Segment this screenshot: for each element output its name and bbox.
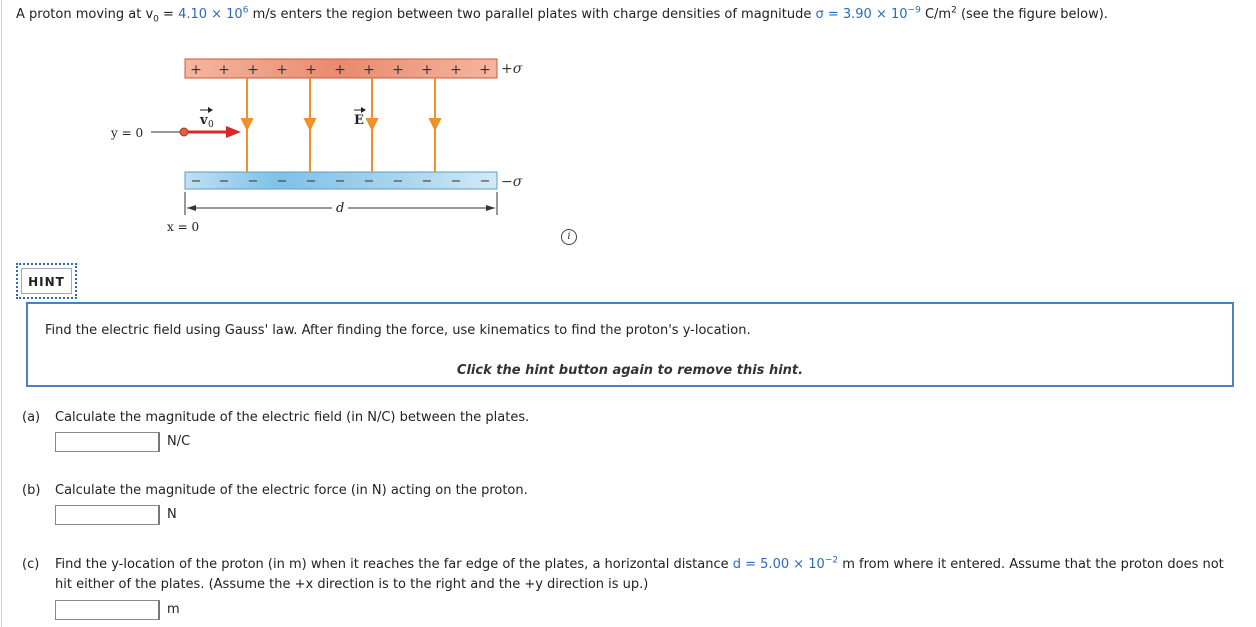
svg-text:−: − (247, 174, 259, 189)
hint-panel (26, 302, 1234, 387)
answer-b-unit: N (167, 507, 177, 522)
svg-text:−: − (305, 174, 317, 189)
given-velocity: $4.10 \times 10^6$ (178, 5, 249, 22)
given-sigma: $\sigma = 3.90 \times 10^{-9}$ (815, 5, 921, 22)
svg-text:+: + (392, 62, 404, 78)
v0-label (199, 107, 214, 130)
question-a: (a) Calculate the magnitude of the electric field (in N/C) between the plates. (22, 410, 530, 425)
hint-remove-note: Click the hint button again to remove this hint. (456, 363, 804, 378)
svg-text:−: − (276, 174, 288, 189)
svg-text:−: − (392, 174, 404, 189)
svg-text:+: + (190, 62, 202, 78)
question-c: (c) Find the y-location of the proton (in m) when it reaches the far edge of the plates, a horizontal distance $d = 5.00 \times 10^{-2}$ m from where it entered. Assume that the proton does not (22, 555, 1224, 572)
svg-text:−: − (450, 174, 462, 189)
question-c-line2: hit either of the plates. (Assume the +x direction is to the right and the +y direction is up.) (55, 577, 649, 592)
problem-statement: A proton moving at $v_0 = 4.10 \times 10^6$ m/s enters the region between two parallel plates with charge densities of magnitude $\sigma = 3.90 \times 10^{-9}$ $C/m^2$ (see the figure below). (16, 5, 1108, 25)
hint-text: Find the electric field using Gauss' law. After finding the force, use kinematics to find the proton's y-location. (45, 323, 751, 338)
answer-c-unit: m (167, 602, 180, 617)
svg-text:+: + (363, 62, 375, 78)
svg-text:−: − (190, 174, 202, 189)
parallel-plates-figure (100, 50, 540, 250)
svg-text:−: − (479, 174, 491, 189)
svg-text:+: + (218, 62, 230, 78)
E-field-label (354, 107, 366, 128)
svg-text:v: v (200, 113, 208, 128)
svg-text:−: − (334, 174, 346, 189)
svg-text:−: − (363, 174, 375, 189)
svg-text:+: + (305, 62, 317, 78)
field-lines (242, 78, 440, 172)
info-icon[interactable]: i (561, 229, 577, 245)
hint-button[interactable] (16, 263, 77, 299)
svg-text:+: + (479, 62, 491, 78)
svg-text:+: + (276, 62, 288, 78)
question-b: (b) Calculate the magnitude of the electric force (in N) acting on the proton. (22, 483, 528, 498)
svg-text:−: − (421, 174, 433, 189)
top-plate-label: +σ (501, 61, 523, 77)
svg-text:0: 0 (208, 120, 214, 130)
svg-text:+: + (247, 62, 259, 78)
svg-text:E: E (354, 113, 364, 128)
page-left-border (1, 0, 2, 627)
d-label: d (336, 201, 345, 216)
bottom-plate-label: −σ (501, 174, 523, 190)
answer-a-input[interactable] (55, 432, 160, 452)
svg-text:+: + (334, 62, 346, 78)
svg-text:+: + (421, 62, 433, 78)
given-distance: $d = 5.00 \times 10^{-2}$ (732, 555, 839, 572)
proton (180, 128, 188, 136)
svg-text:−: − (218, 174, 230, 189)
answer-c-input[interactable] (55, 600, 160, 620)
answer-a-unit: N/C (167, 434, 191, 449)
x-zero-label: x = 0 (167, 220, 200, 234)
hint-button-label: HINT (21, 268, 72, 294)
y-zero-label: y = 0 (111, 126, 144, 140)
svg-text:+: + (450, 62, 462, 78)
answer-b-input[interactable] (55, 505, 160, 525)
